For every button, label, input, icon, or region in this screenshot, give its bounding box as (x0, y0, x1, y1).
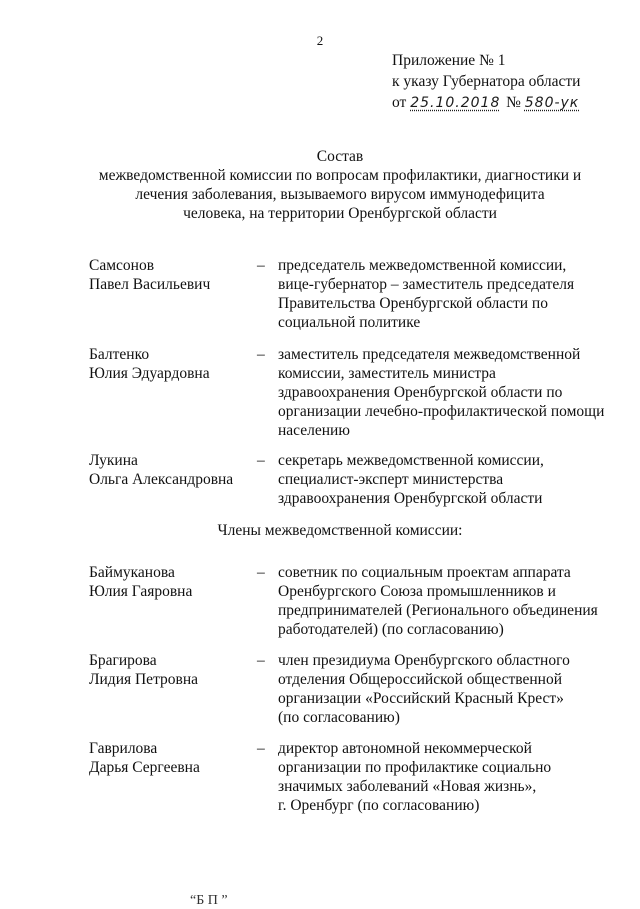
member-role (278, 451, 608, 508)
member-surname: Лукина (89, 452, 138, 469)
date-prefix: от (392, 94, 407, 111)
dash-separator: – (257, 257, 265, 274)
role-line: населению (278, 422, 350, 439)
dash-separator: – (257, 740, 265, 757)
member-name (89, 739, 259, 777)
member-given-names: Павел Васильевич (89, 276, 211, 293)
role-line: предпринимателей (Регионального объединения (278, 602, 598, 619)
annex-title: Приложение № 1 (392, 52, 506, 69)
annex-date-number (392, 92, 632, 114)
member-surname: Балтенко (89, 346, 150, 363)
role-line: г. Оренбург (по согласованию) (278, 797, 480, 814)
role-line: директор автономной некоммерческой (278, 740, 532, 757)
member-name (89, 345, 259, 383)
role-line: отделения Общероссийской общественной (278, 671, 562, 688)
member-given-names: Дарья Сергеевна (89, 759, 200, 776)
role-line: Правительства Оренбургской области по (278, 295, 548, 312)
role-line: социальной политике (278, 314, 421, 331)
member-surname: Брагирова (89, 652, 157, 669)
member-surname: Гаврилова (89, 740, 158, 757)
title-line: лечения заболевания, вызываемого вирусом иммунодефицита (135, 186, 545, 203)
role-line: специалист-эксперт министерства (278, 471, 504, 488)
member-given-names: Ольга Александровна (89, 471, 234, 488)
member-role (278, 563, 608, 639)
member-given-names: Юлия Гаяровна (89, 583, 193, 600)
role-line: организации «Российский Красный Крест» (278, 690, 564, 707)
member-surname: Баймуканова (89, 564, 175, 581)
role-line: секретарь межведомственной комиссии, (278, 452, 544, 469)
role-line: организации лечебно-профилактической помощи (278, 403, 605, 420)
members-heading: Члены межведомственной комиссии: (217, 522, 463, 539)
annex-decree-reference: к указу Губернатора области (392, 73, 581, 90)
title-line: Состав (316, 148, 364, 165)
role-line: (по согласованию) (278, 709, 400, 726)
annex-header (392, 50, 632, 114)
member-role (278, 739, 608, 815)
title-line: межведомственной комиссии по вопросам профилактики, диагностики и (98, 167, 582, 184)
role-line: здравоохранения Оренбургской области по (278, 384, 563, 401)
dash-separator: – (257, 452, 265, 469)
dash-separator: – (257, 652, 265, 669)
role-line: советник по социальным проектам аппарата (278, 564, 571, 581)
role-line: организации по профилактике социально (278, 759, 552, 776)
handwritten-number: 580-ук (524, 95, 580, 111)
page-number: 2 (316, 33, 324, 48)
role-line: здравоохранения Оренбургской области (278, 490, 543, 507)
role-line: председатель межведомственной комиссии, (278, 257, 567, 274)
role-line: член президиума Оренбургского областного (278, 652, 570, 669)
handwritten-date: 25.10.2018 (410, 95, 501, 111)
cut-off-next-entry: “Б П ” (190, 893, 228, 908)
role-line: работодателей) (по согласованию) (278, 621, 504, 638)
member-name (89, 256, 259, 294)
member-given-names: Лидия Петровна (89, 671, 199, 688)
member-name (89, 651, 259, 689)
member-role (278, 345, 608, 440)
role-line: Оренбургского Союза промышленников и (278, 583, 556, 600)
member-role (278, 256, 608, 332)
role-line: значимых заболеваний «Новая жизнь», (278, 778, 537, 795)
member-name (89, 563, 259, 601)
role-line: комиссии, заместитель министра (278, 365, 496, 382)
member-role (278, 651, 608, 727)
role-line: вице-губернатор – заместитель председателя (278, 276, 575, 293)
number-prefix: № (506, 94, 521, 111)
dash-separator: – (257, 346, 265, 363)
member-surname: Самсонов (89, 257, 155, 274)
title-line: человека, на территории Оренбургской области (183, 205, 497, 222)
role-line: заместитель председателя межведомственной (278, 346, 581, 363)
dash-separator: – (257, 564, 265, 581)
document-title (60, 147, 620, 223)
member-name (89, 451, 259, 489)
member-given-names: Юлия Эдуардовна (89, 365, 210, 382)
